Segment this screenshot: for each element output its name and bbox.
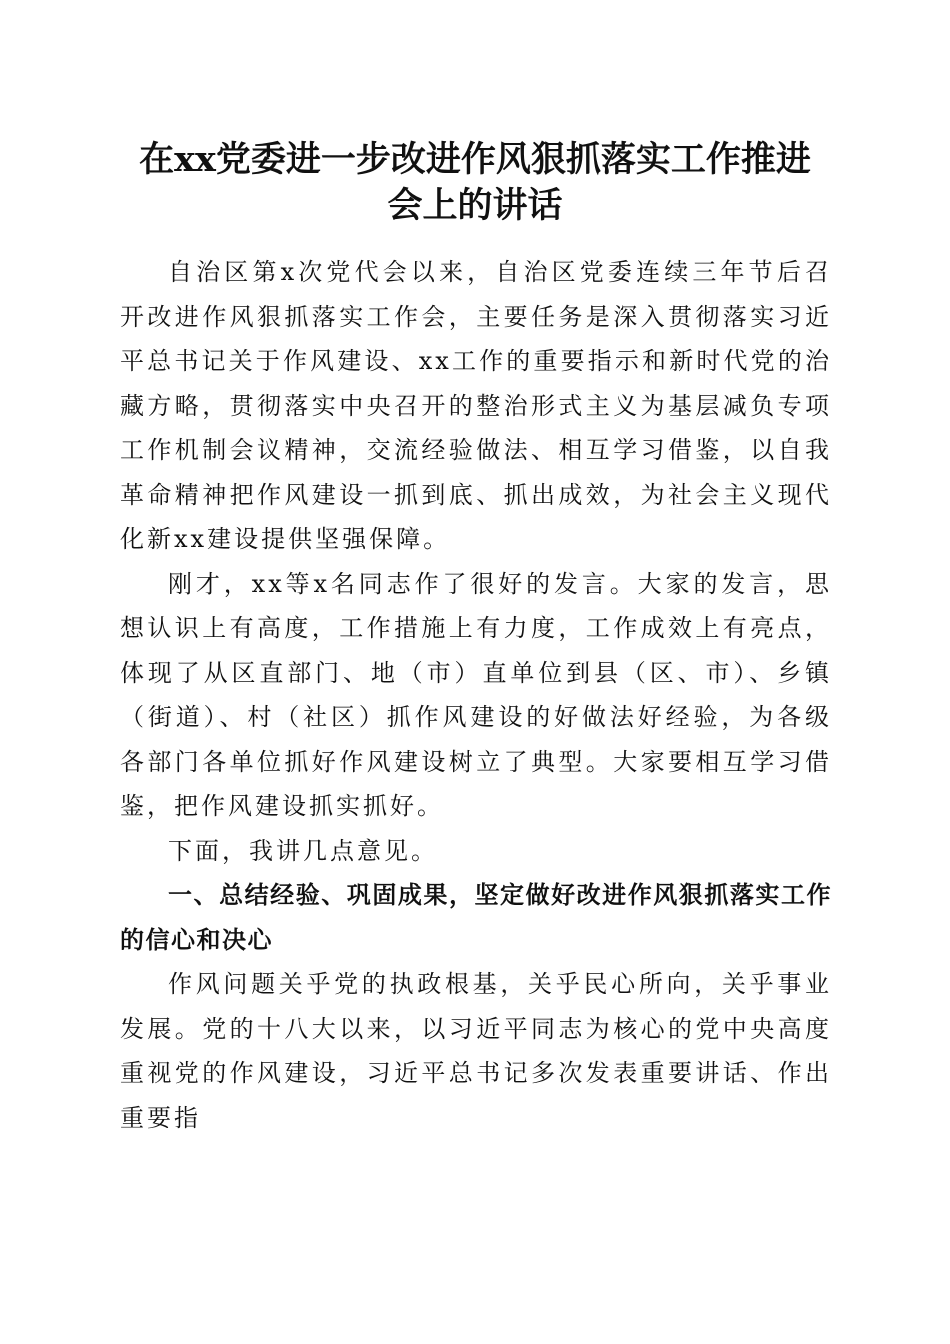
- document-title: [100, 137, 850, 229]
- paragraph-transition: 下面，我讲几点意见。: [168, 836, 438, 865]
- paragraph-speeches: 刚才，xx等x名同志作了很好的发言。大家的发言，思想认识上有高度，工作措施上有力度，工作成效上有亮点，体现了从区直部门、地（市）直单位到县（区、市）、乡镇（街道）、村（社区）抓作风建设的好做法好经验，为各级各部门各单位抓好作风建设树立了典型。大家要相互学习借鉴，把作风建设抓实抓好。: [120, 569, 832, 820]
- paragraph-section-1: 作风问题关乎党的执政根基，关乎民心所向，关乎事业发展。党的十八大以来，以习近平同志为核心的党中央高度重视党的作风建设，习近平总书记多次发表重要讲话、作出重要指: [120, 970, 832, 1132]
- paragraph-intro: 自治区第x次党代会以来，自治区党委连续三年节后召开改进作风狠抓落实工作会，主要任务是深入贯彻落实习近平总书记关于作风建设、xx工作的重要指示和新时代党的治藏方略，贯彻落实中央召开的整治形式主义为基层减负专项工作机制会议精神，交流经验做法、相互学习借鉴，以自我革命精神把作风建设一抓到底、抓出成效，为社会主义现代化新xx建设提供坚强保障。: [120, 258, 832, 553]
- title-line-1: 在xx党委进一步改进作风狠抓落实工作推进: [139, 139, 811, 180]
- title-line-2: 会上的讲话: [387, 185, 563, 226]
- document-body: [120, 250, 832, 1140]
- section-heading-1: 一、总结经验、巩固成果，坚定做好改进作风狠抓落实工作的信心和决心: [120, 881, 832, 954]
